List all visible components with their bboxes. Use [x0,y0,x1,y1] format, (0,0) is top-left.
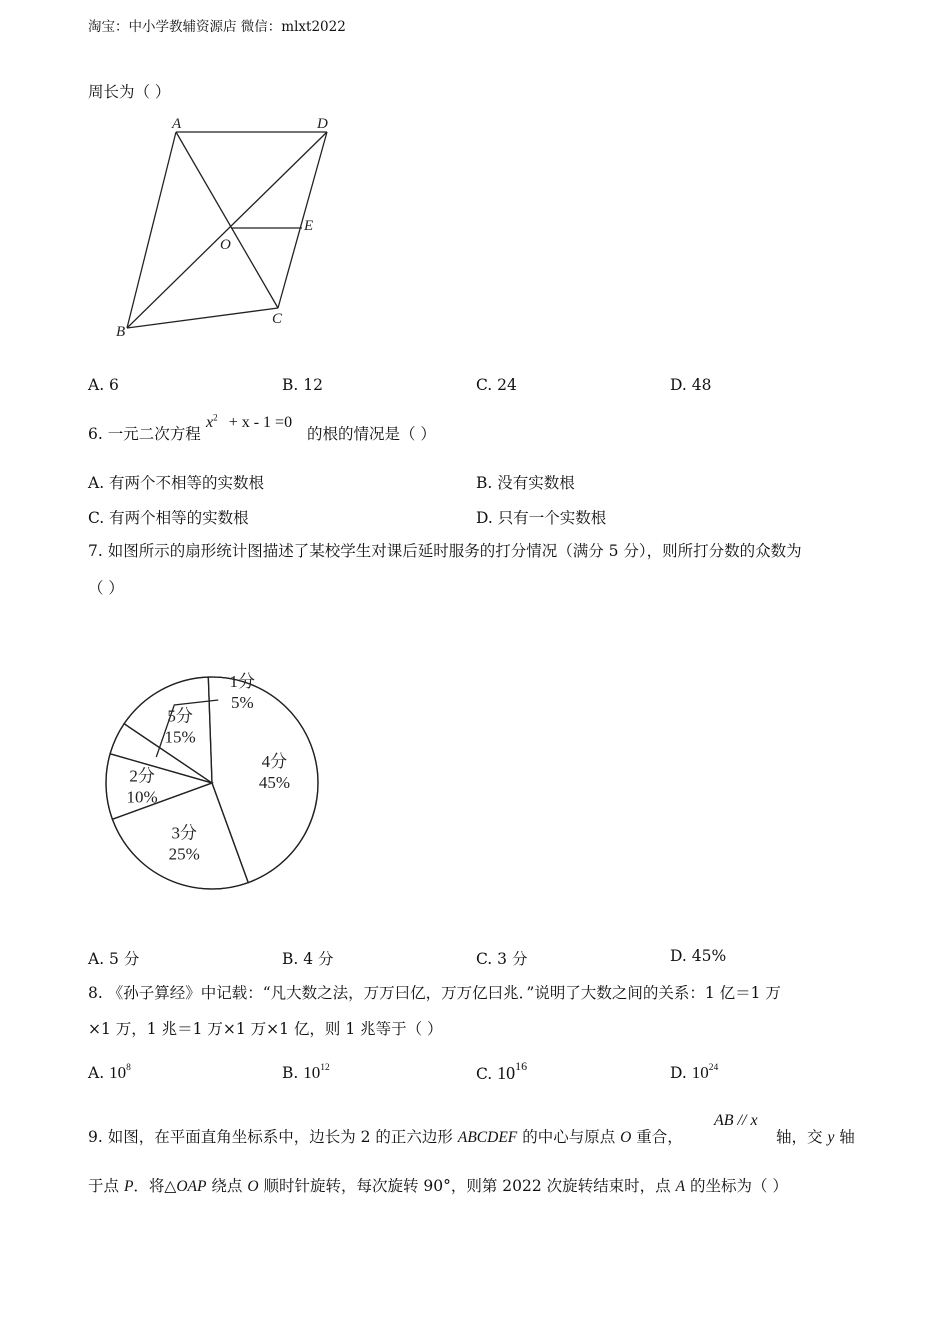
q5-option-b: B. 12 [282,376,323,394]
q8-option-c [476,1059,528,1084]
q8-option-d [670,1063,718,1083]
q9-line-1-end [776,1127,855,1148]
edge-dc [278,132,327,308]
q8-option-c-label: C. [476,1065,493,1083]
edge-cb [127,308,278,328]
q9-text-1c: 的中心与原点 [517,1128,621,1146]
q8-option-a-base: 10 [109,1063,127,1082]
q6-option-d: D. 只有一个实数根 [476,509,607,527]
q6-option-b: B. 没有实数根 [476,474,575,492]
q8-option-a [88,1063,131,1083]
pie-value-2: 15% [164,727,196,747]
label-b: B [116,324,126,340]
q7-option-a: A. 5 分 [88,950,140,968]
pie-value-4: 25% [168,844,200,864]
q9-point-o: O [247,1178,259,1195]
q9-line-2 [88,1176,788,1197]
page-header: 淘宝：中小学教辅资源店 微信：mlxt2022 [88,19,346,35]
q9-text-1f: 轴，交 [776,1128,828,1146]
q9-point-p: P [123,1178,134,1195]
q5-continuation: 周长为（ ） [88,83,171,101]
pie-label-2: 5分 [167,706,193,726]
pie-value-1: 5% [230,693,254,713]
q8-option-d-base: 10 [691,1063,709,1082]
q5-option-c: C. 24 [476,376,517,394]
pie-value-3: 45% [258,772,291,792]
q7-line-2: （ ） [88,579,124,597]
pie-label-1: 1分 [229,672,256,692]
edge-ba [127,132,176,328]
q8-option-c-base: 10 [497,1063,516,1083]
q7-option-d: D. 45% [670,947,727,965]
q9-y-axis: y [827,1129,835,1146]
pie-chart [95,620,375,900]
q8-line-2: ×1 万，1 兆＝1 万×1 万×1 亿，则 1 兆等于（ ） [88,1020,443,1038]
q9-text-2c: ．将△ [133,1177,177,1195]
diagonal-ac [176,132,278,308]
q9-text-2e: 绕点 [206,1177,248,1195]
q6-equation [206,412,292,432]
label-o: O [220,237,231,253]
q9-text-2a: 于点 [88,1177,124,1195]
pie-label-5: 2分 [129,766,155,786]
pie-label-4: 3分 [171,823,197,843]
q6-option-c: C. 有两个相等的实数根 [88,509,249,527]
q8-option-b-exp: 12 [320,1063,330,1073]
q9-text-2g: 顺时针旋转，每次旋转 90°，则第 2022 次旋转结束时，点 [258,1177,676,1195]
q8-option-c-exp: 16 [515,1059,528,1073]
q5-option-d: D. 48 [670,376,712,394]
pie-value-5: 10% [126,787,158,807]
q8-option-b [282,1063,330,1083]
q9-text-2i: 的坐标为（ ） [685,1177,788,1195]
q6-prefix: 6. 一元二次方程 [88,425,201,443]
q8-option-a-exp: 8 [126,1063,131,1073]
q9-text-1h: 轴 [834,1128,855,1146]
q9-triangle-oap: OAP [176,1178,207,1195]
q8-option-d-exp: 24 [708,1063,719,1073]
q9-line-1 [88,1127,683,1148]
q8-option-a-label: A. [88,1064,105,1082]
q8-option-b-base: 10 [303,1063,321,1082]
q9-point-a: A [675,1178,686,1195]
q6-eq-rest: + x - 1 =0 [228,414,293,431]
label-c: C [272,311,283,327]
label-d: D [317,116,328,132]
pie-label-3: 4分 [261,751,288,771]
q6-eq-exponent: 2 [213,412,218,423]
q7-line-1: 7. 如图所示的扇形统计图描述了某校学生对课后延时服务的打分情况（满分 5 分），则所打分数的众数为 [88,542,802,560]
q9-hexagon-name: ABCDEF [457,1129,518,1146]
q7-option-c: C. 3 分 [476,950,528,968]
q6-suffix: 的根的情况是（ ） [307,425,436,443]
q6-option-a: A. 有两个不相等的实数根 [88,474,265,492]
q9-text-1a: 9. 如图，在平面直角坐标系中，边长为 2 的正六边形 [88,1128,458,1146]
q9-ab-parallel-x: AB // x [714,1112,758,1129]
q8-option-b-label: B. [282,1064,299,1082]
q5-option-a: A. 6 [88,376,119,394]
diagonal-bd [127,132,327,328]
q9-origin-o: O [620,1129,632,1146]
q7-option-b: B. 4 分 [282,950,334,968]
q8-line-1: 8. 《孙子算经》中记载：“凡大数之法，万万曰亿，万万亿曰兆．”说明了大数之间的关系：1 亿＝1 万 [88,984,781,1002]
q8-option-d-label: D. [670,1064,687,1082]
label-e: E [304,218,314,234]
parallelogram-figure [100,110,350,345]
label-a: A [172,116,182,132]
q6-eq-x: x [206,414,214,431]
q9-text-1e: 重合， [631,1128,683,1146]
